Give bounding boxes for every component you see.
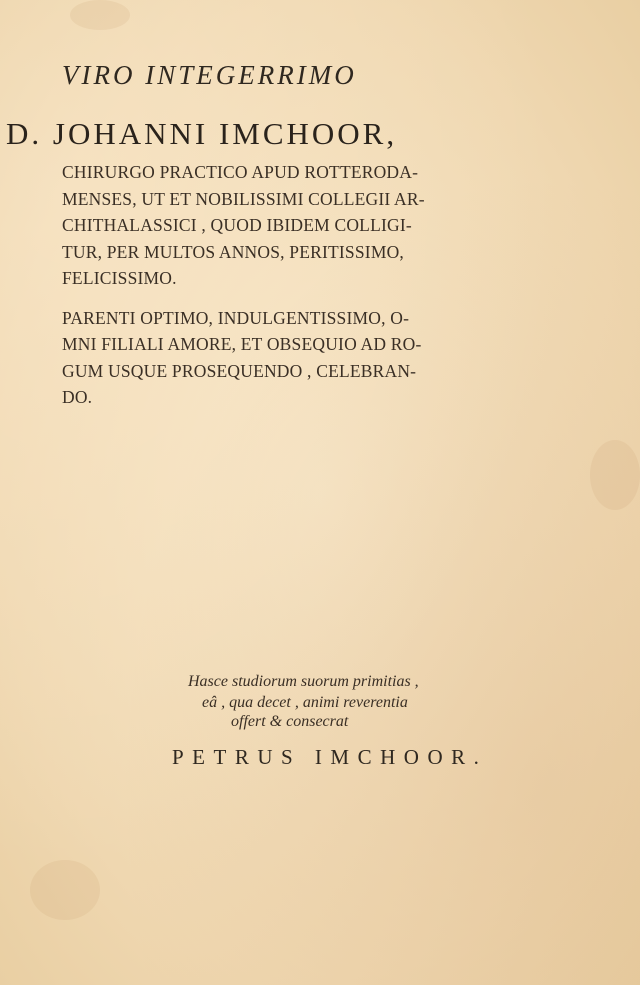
description-line: CHIRURGO PRACTICO APUD ROTTERODA- [62, 162, 419, 182]
description-line: FELICISSIMO. [62, 268, 177, 288]
parent-line: GUM USQUE PROSEQUENDO , CELEBRAN- [62, 361, 417, 381]
description-line: TUR, PER MULTOS ANNOS, PERITISSIMO, [62, 242, 404, 262]
paper-stain [70, 0, 130, 30]
author-signature: PETRUS IMCHOOR. [172, 745, 488, 769]
dedicatee-name: D. JOHANNI IMCHOOR, [6, 116, 398, 151]
offering-line: eâ , qua decet , animi reverentia [202, 694, 408, 711]
paper-stain [590, 440, 640, 510]
offering-line: Hasce studiorum suorum primitias , [188, 673, 419, 690]
parent-line: PARENTI OPTIMO, INDULGENTISSIMO, O- [62, 308, 410, 328]
description-line: MENSES, UT ET NOBILISSIMI COLLEGII AR- [62, 189, 425, 209]
description-line: CHITHALASSICI , QUOD IBIDEM COLLIGI- [62, 215, 412, 235]
parent-line: DO. [62, 387, 93, 407]
paper-stain [30, 860, 100, 920]
dedication-heading: VIRO INTEGERRIMO [62, 60, 357, 90]
offering-line: offert & consecrat [231, 713, 349, 730]
parent-line: MNI FILIALI AMORE, ET OBSEQUIO AD RO- [62, 334, 422, 354]
